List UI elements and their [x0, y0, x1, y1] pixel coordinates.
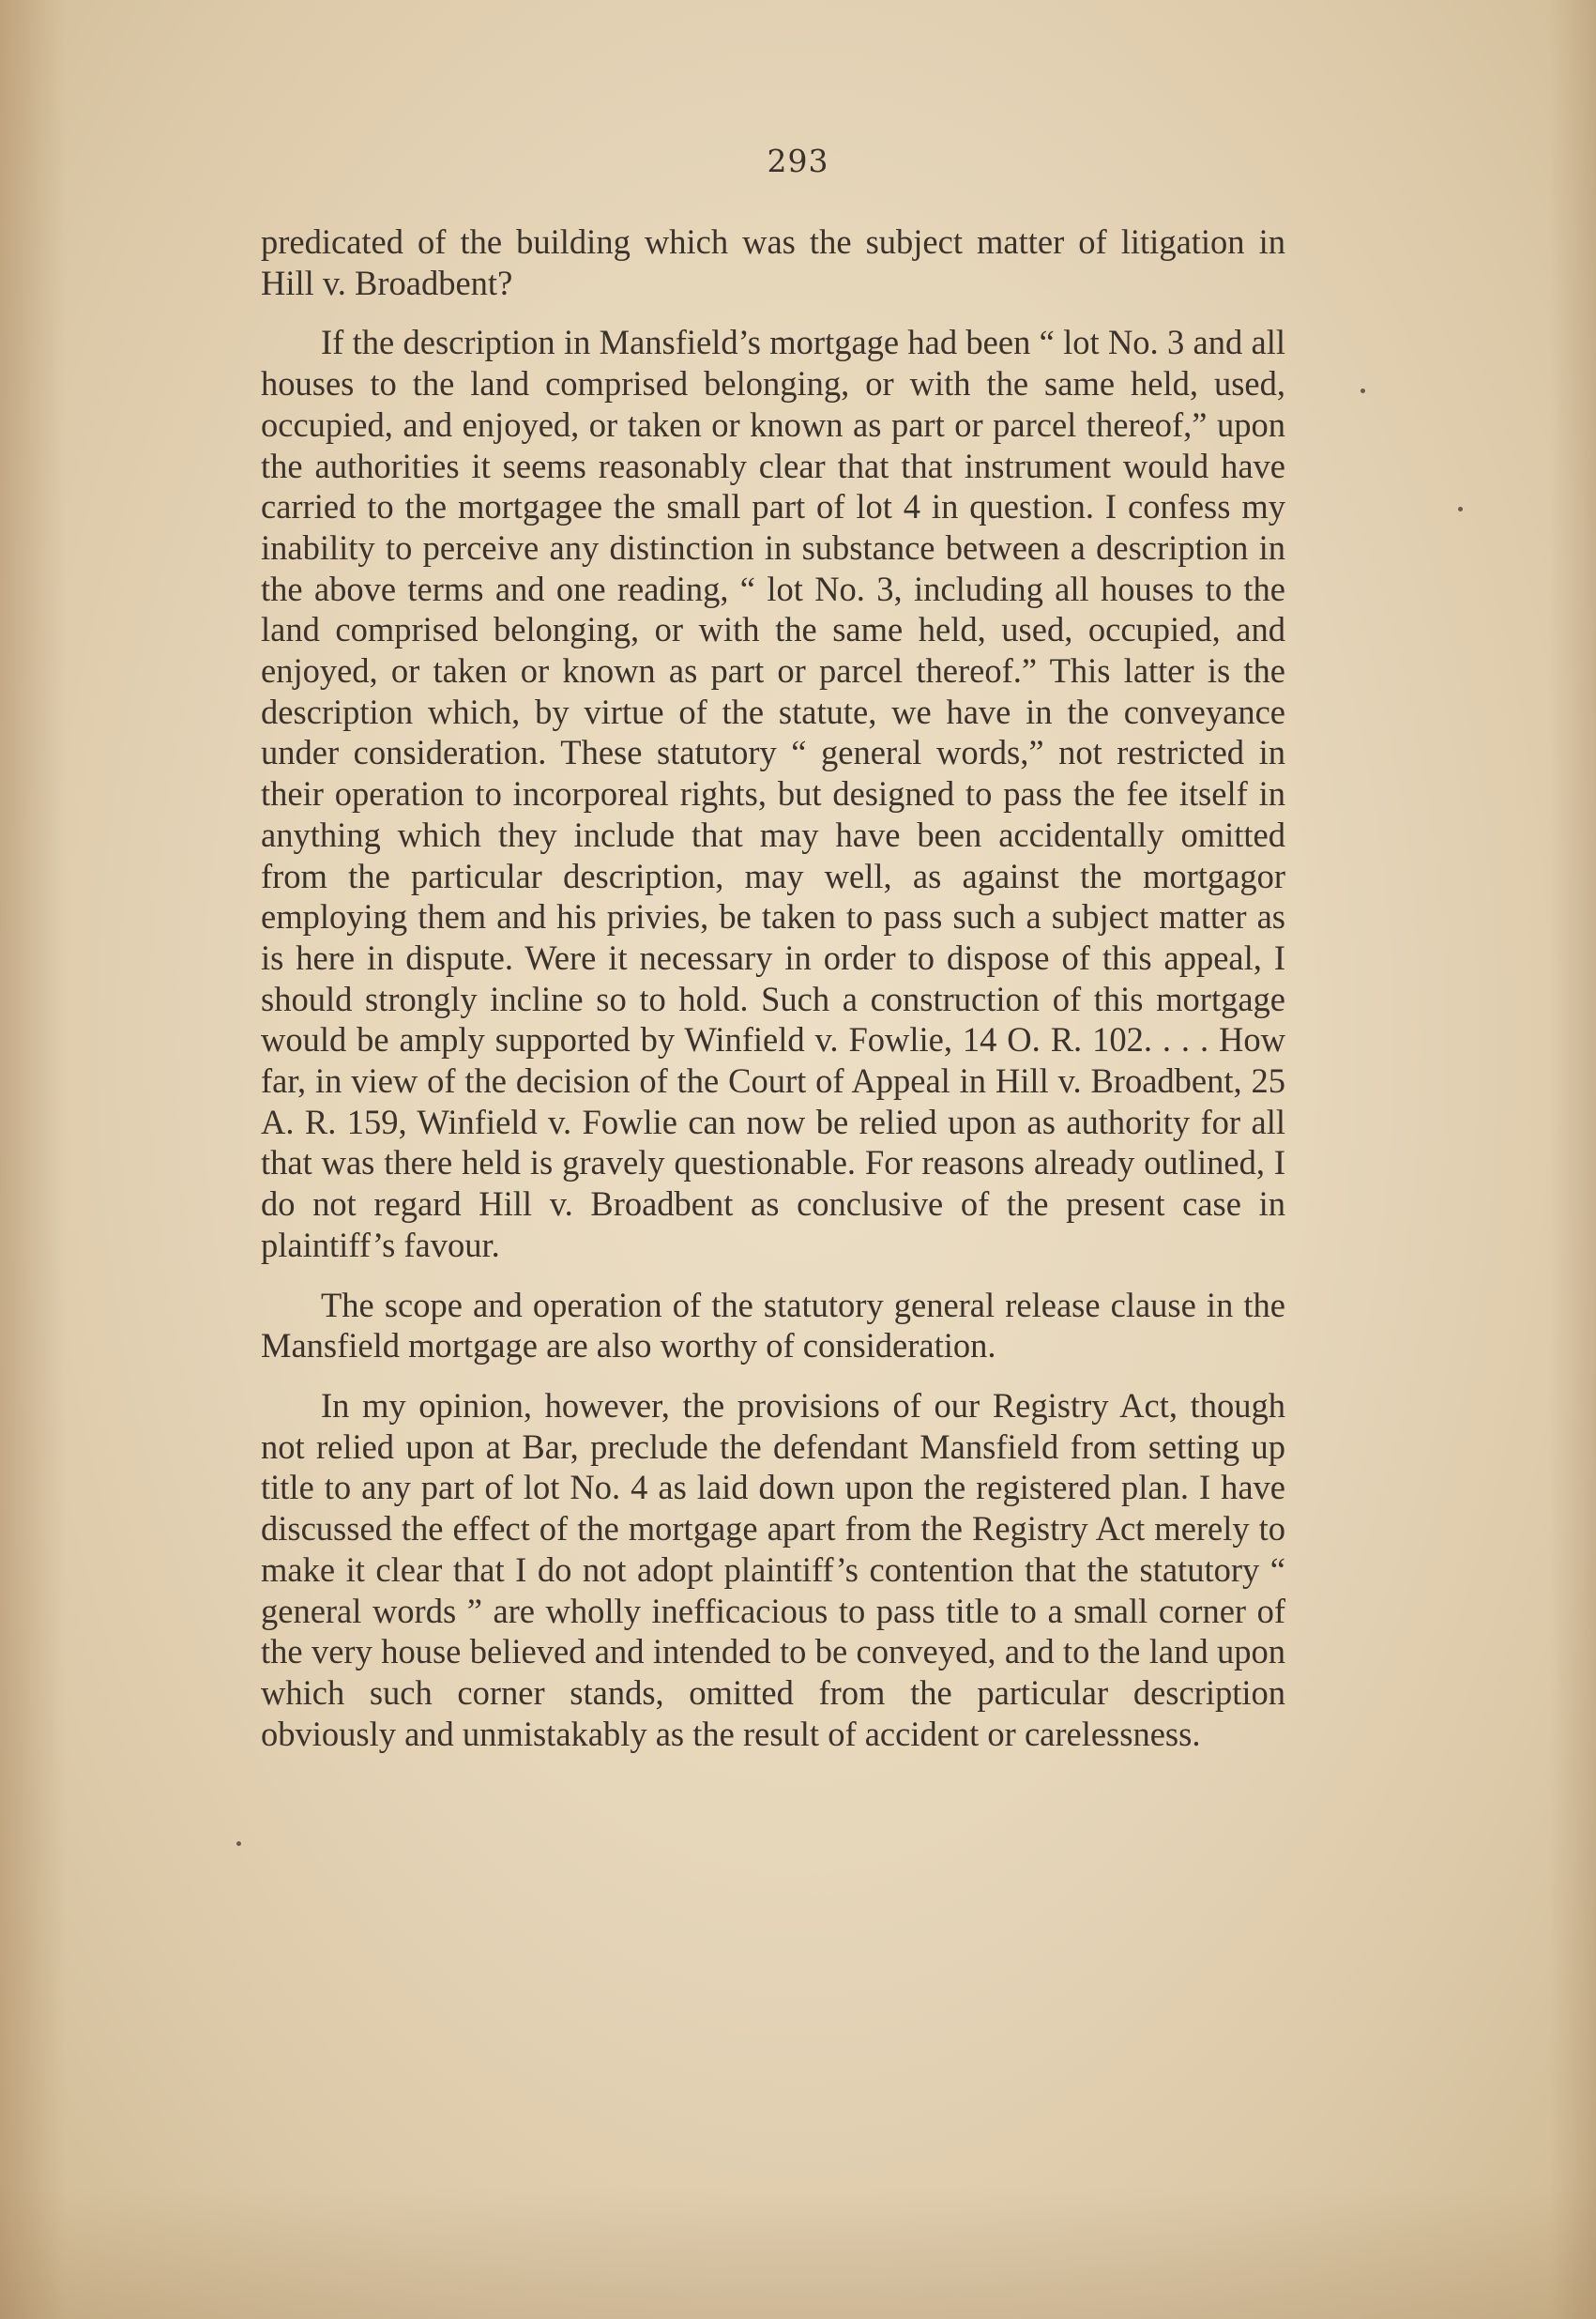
ink-speck	[1360, 389, 1365, 393]
body-text	[261, 221, 1285, 1754]
page-shadow-right	[1549, 0, 1596, 2319]
page-number: 293	[767, 143, 829, 179]
paragraph-release-clause: The scope and operation of the statutory general release clause in the Mansfield mortgage are also worthy of consideration.	[261, 1285, 1285, 1365]
paragraph-registry-act: In my opinion, however, the provisions of our Registry Act, though not relied upon at Bar, preclude the defendant Mansfield from setting up title to any part of lot No. 4 as laid down upon the registered plan. I have discussed the effect of the mortgage apart from the Registry Act merely to make it clear that I do not adopt plaintiff’s contention that the statutory “ general words ” are wholly inefficacious to pass title to a small corner of the very house believed and intended to be conveyed, and to the land upon which such corner stands, omitted from the particular description obviously and unmistakably as the result of accident or carelessness.	[261, 1385, 1285, 1753]
page-shadow-left	[0, 0, 66, 2319]
ink-speck	[1458, 507, 1463, 511]
paragraph-mortgage-description: If the description in Mansfield’s mortgage had been “ lot No. 3 and all houses to the land comprised belonging, or with the same held, used, occupied, and enjoyed, or taken or known as part or parcel thereof,” upon the authorities it seems reasonably clear that that instrument would have carried to the mortgagee the small part of lot 4 in question. I confess my inability to perceive any distinction in substance between a description in the above terms and one reading, “ lot No. 3, including all houses to the land comprised belonging, or with the same held, used, occupied, and enjoyed, or taken or known as part or parcel thereof.” This latter is the description which, by virtue of the statute, we have in the conveyance under consideration. These statutory “ general words,” not restricted in their operation to incorporeal rights, but designed to pass the fee itself in anything which they include that may have been accidentally omitted from the particular description, may well, as against the mortgagor employing them and his privies, be taken to pass such a subject matter as is here in dispute. Were it necessary in order to dispose of this appeal, I should strongly incline so to hold. Such a construction of this mortgage would be amply supported by Winfield v. Fowlie, 14 O. R. 102. . . . How far, in view of the decision of the Court of Appeal in Hill v. Broadbent, 25 A. R. 159, Winfield v. Fowlie can now be relied upon as authority for all that was there held is gravely questionable. For reasons already outlined, I do not regard Hill v. Broadbent as conclusive of the present case in plaintiff’s favour.	[261, 323, 1285, 1264]
paragraph-continuation: predicated of the building which was the subject matter of litigation in Hill v. Broadbent?	[261, 222, 1285, 302]
page-shadow-bottom	[0, 2188, 1596, 2319]
ink-speck	[236, 1841, 241, 1846]
